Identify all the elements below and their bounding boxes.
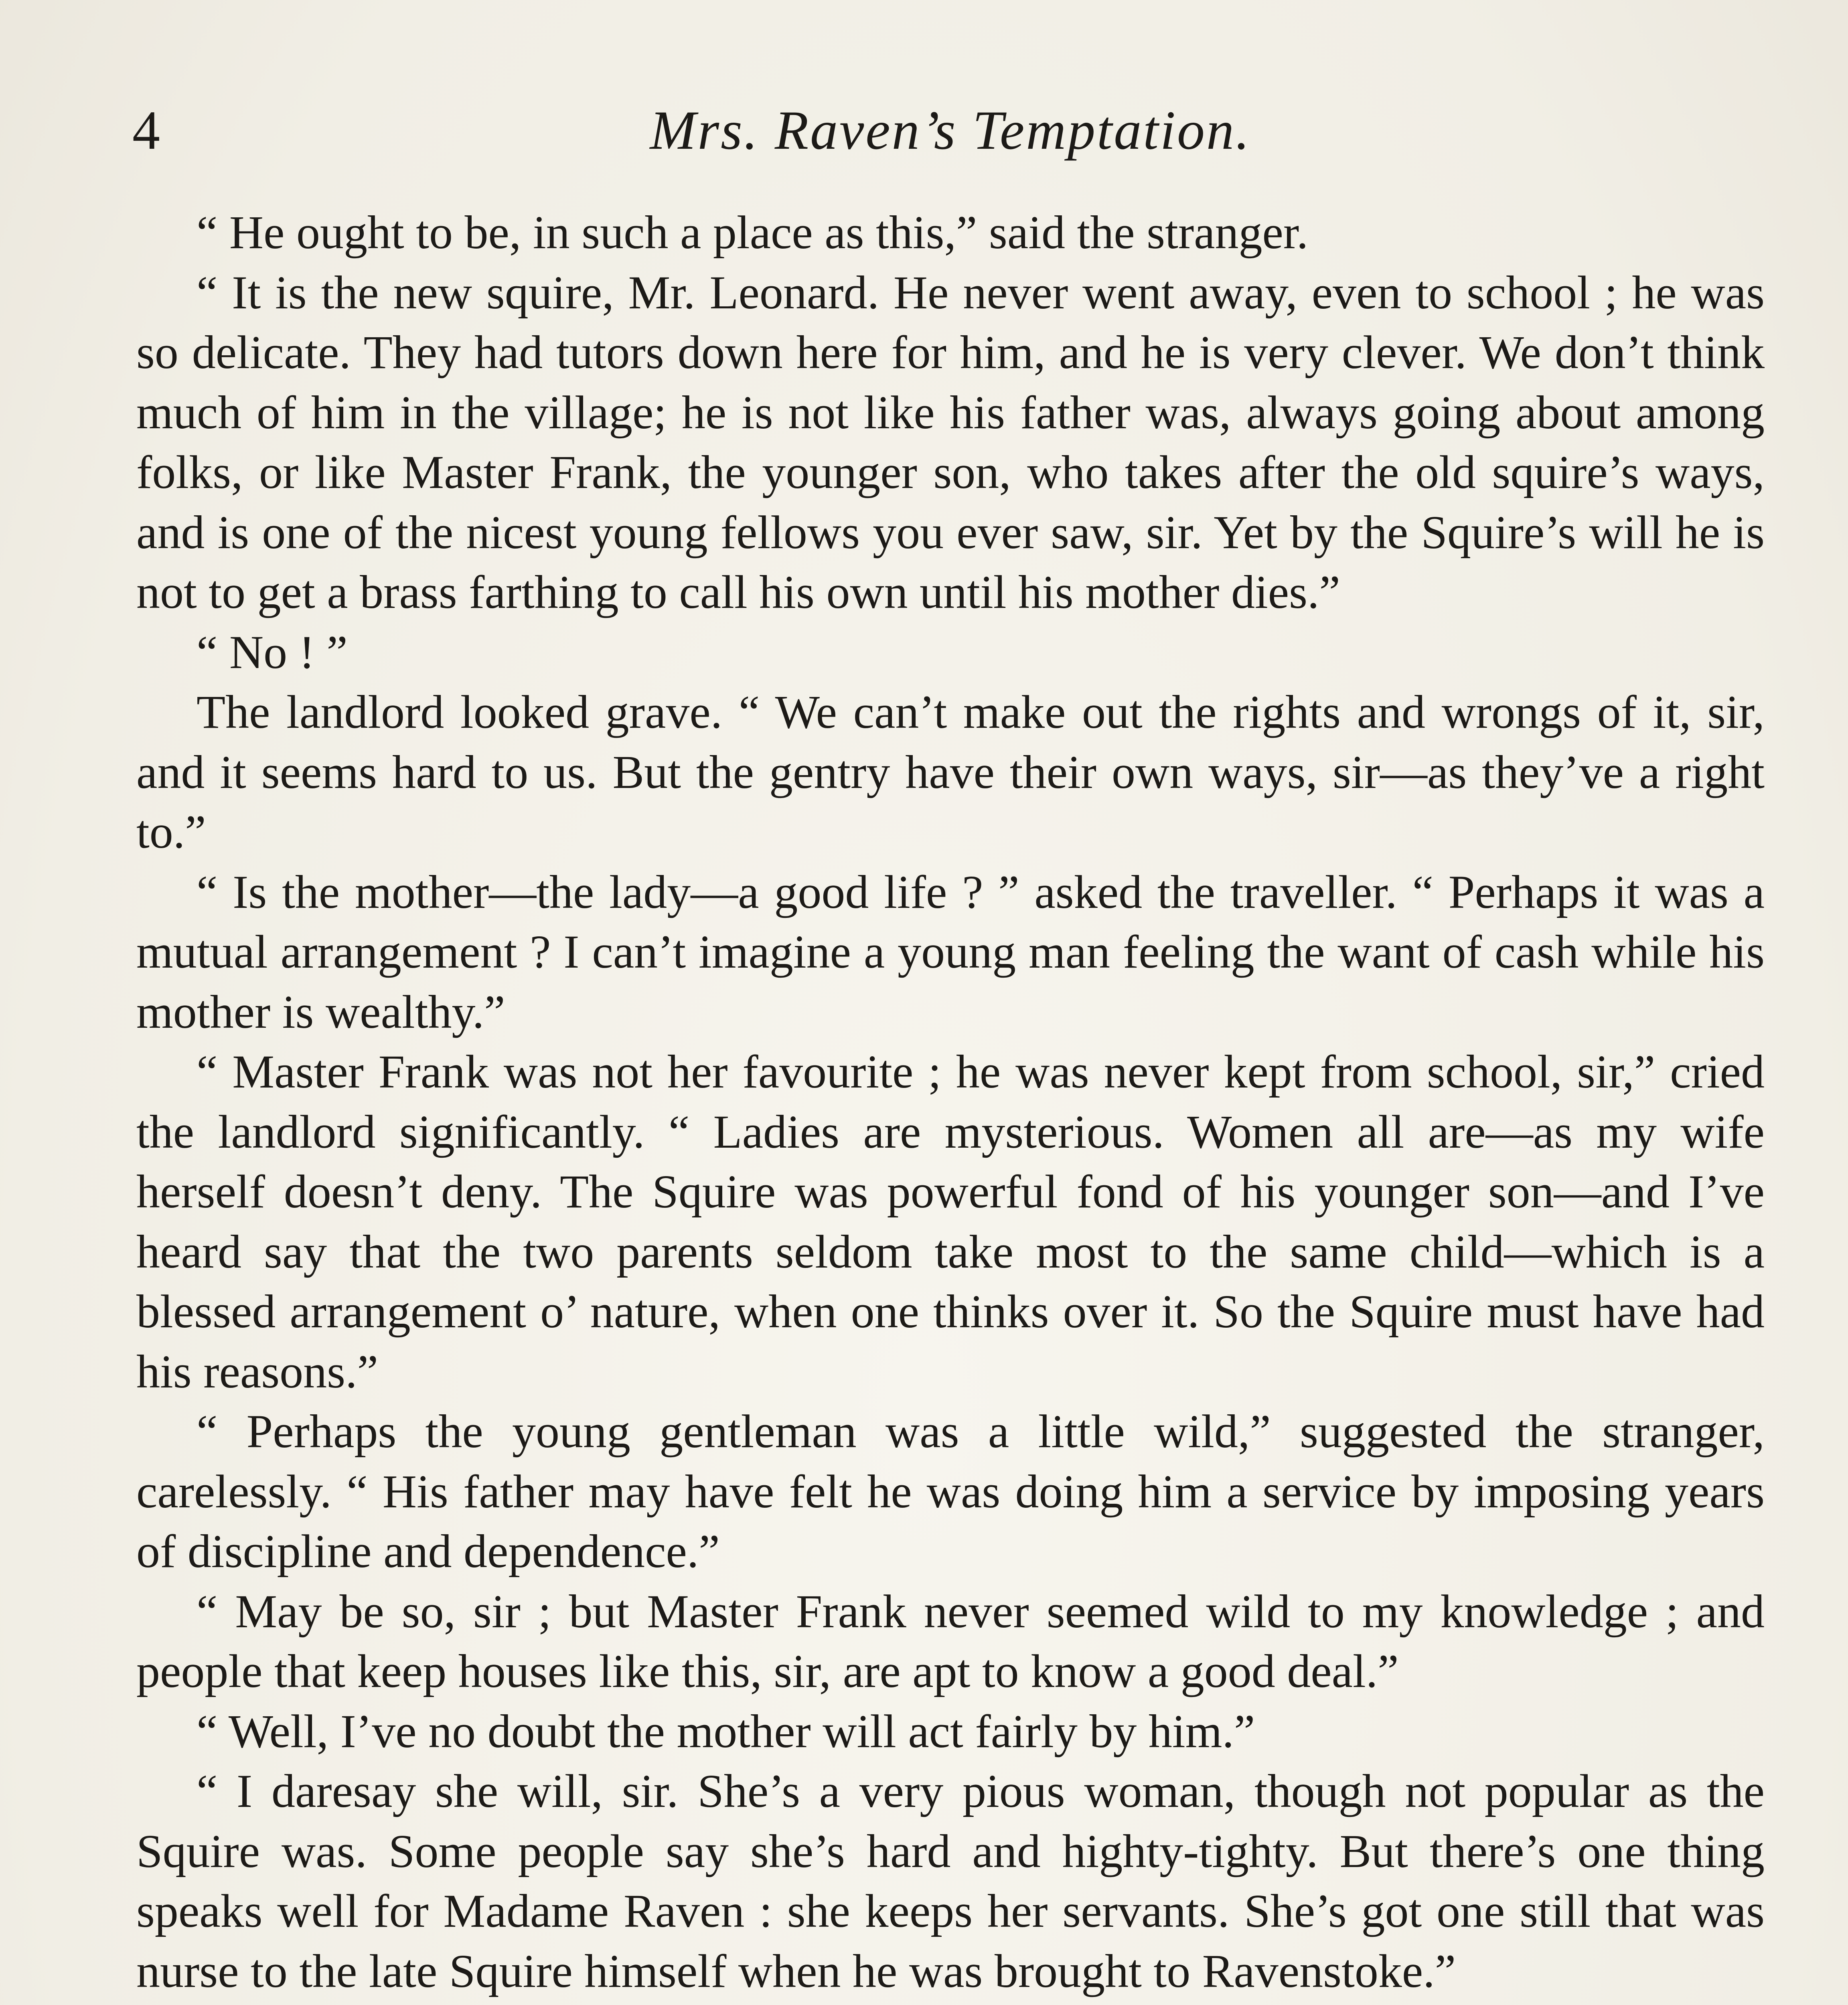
paragraph: “ No ! ” xyxy=(197,626,348,678)
paragraph xyxy=(136,2001,1765,2005)
paragraph: “ Master Frank was not her favourite ; he was never kept from school, sir,” cried the landlord significantly. “ Ladies are mysterious. Women all are—as my wife herself doesn’t deny. The Squire was powerful fond of his younger son—and I’ve heard say that the two parents seldom take most to the same child—which is a blessed arrangement o’ nature, when one thinks over it. So the Squire must have had his reasons.” xyxy=(136,1045,1765,1398)
paragraph: “ He ought to be, in such a place as this,” said the stranger. xyxy=(197,206,1309,259)
paragraph: “ May be so, sir ; but Master Frank never seemed wild to my knowledge ; and people that keep houses like this, sir, are apt to know a good deal.” xyxy=(136,1585,1765,1697)
paragraph: “ Is the mother—the lady—a good life ? ” asked the traveller. “ Perhaps it was a mutual arrangement ? I can’t imagine a young man feeling the want of cash while his mother is wealthy.” xyxy=(136,865,1765,1038)
page-header xyxy=(132,92,1769,168)
paragraph: “ Well, I’ve no doubt the mother will act fairly by him.” xyxy=(197,1705,1255,1758)
page-number: 4 xyxy=(132,99,160,161)
running-title: Mrs. Raven’s Temptation. xyxy=(650,99,1251,161)
paragraph: “ It is the new squire, Mr. Leonard. He never went away, even to school ; he was so delicate. They had tutors down here for him, and he is very clever. We don’t think much of him in the village; he is not like his father was, always going about among folks, or like Master Frank, the younger son, who takes after the old squire’s ways, and is one of the nicest young fellows you ever saw, sir. Yet by the Squire’s will he is not to get a brass farthing to call his own until his mother dies.” xyxy=(136,266,1765,618)
paragraph: “ Perhaps the young gentleman was a little wild,” suggested the stranger, carelessly. “ His father may have felt he was doing him a service by imposing years of discipline and dependence.” xyxy=(136,1405,1765,1578)
body-text xyxy=(136,203,1765,2005)
paragraph: “ I daresay she will, sir. She’s a very pious woman, though not popular as the Squire was. Some people say she’s hard and highty-tighty. But there’s one thing speaks well for Madame Raven : she keeps her servants. She’s got one still that was nurse to the late Squire himself when he was brought to Ravenstoke.” xyxy=(136,1765,1765,1997)
paragraph: The landlord looked grave. “ We can’t make out the rights and wrongs of it, sir, and it seems hard to us. But the gentry have their own ways, sir—as they’ve a right to.” xyxy=(136,686,1765,858)
